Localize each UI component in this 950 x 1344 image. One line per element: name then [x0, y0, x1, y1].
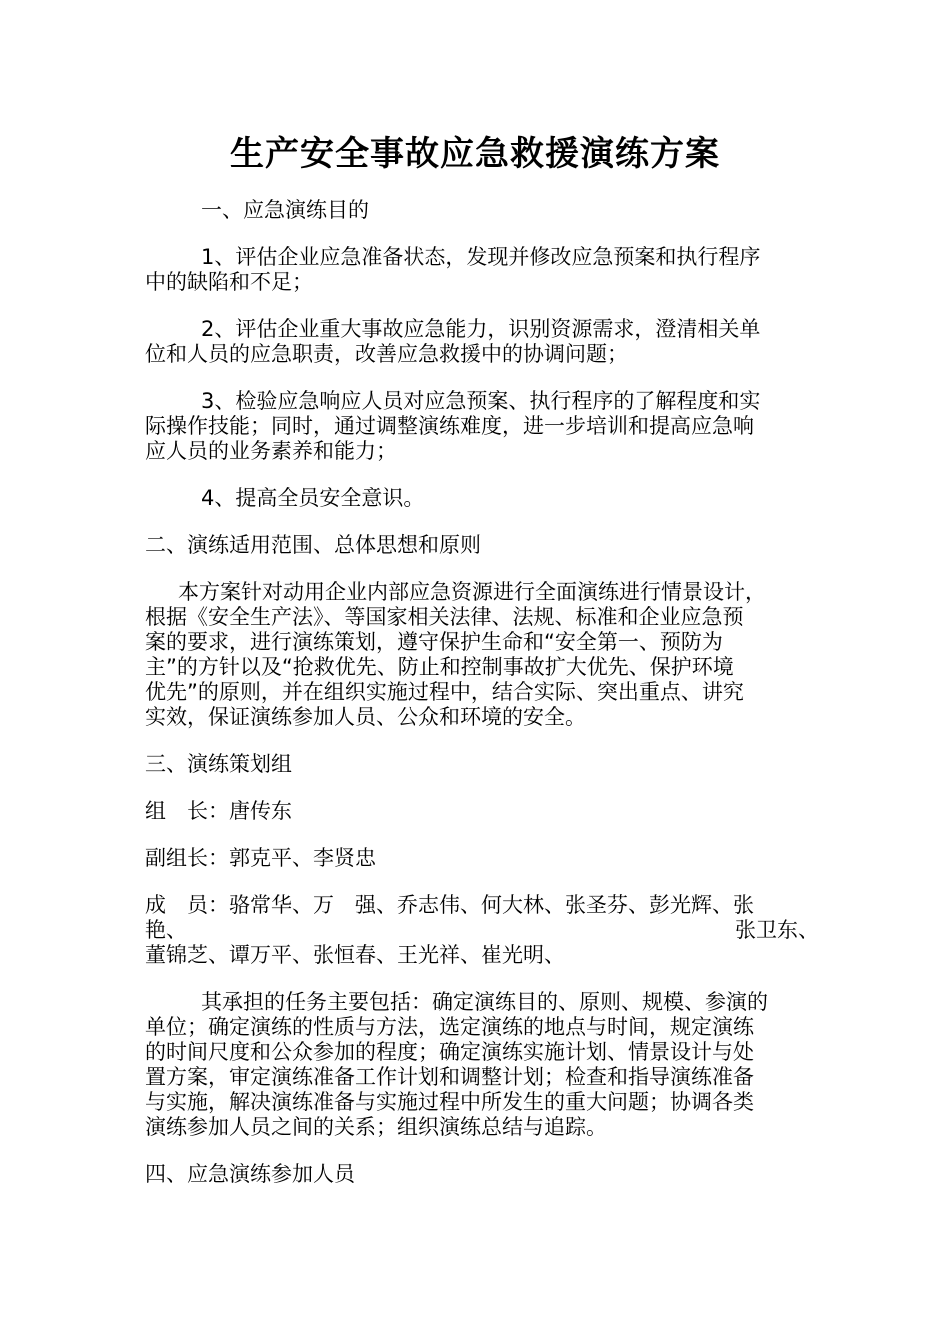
members-line: 艳、: [145, 918, 187, 942]
members-line: 成 员：骆常华、万 强、乔志伟、何大林、张圣芬、彭光辉、张: [145, 893, 754, 917]
document-title: 生产安全事故应急救援演练方案: [230, 134, 720, 174]
paragraph-line: 3、检验应急响应人员对应急预案、执行程序的了解程度和实: [201, 389, 761, 413]
paragraph-line: 其承担的任务主要包括：确定演练目的、原则、规模、参演的: [201, 990, 768, 1014]
paragraph-line: 位和人员的应急职责，改善应急救援中的协调问题；: [145, 342, 628, 366]
section-3-heading: 三、演练策划组: [145, 752, 292, 776]
paragraph-line: 际操作技能；同时，通过调整演练难度，进一步培训和提高应急响: [145, 414, 754, 438]
paragraph-line: 主”的方针以及“抢救优先、防止和控制事故扩大优先、保护环境: [145, 655, 734, 679]
paragraph-line: 1、评估企业应急准备状态，发现并修改应急预案和执行程序: [201, 245, 761, 269]
paragraph-line: 中的缺陷和不足；: [145, 270, 313, 294]
members-line: 董锦芝、谭万平、张恒春、王光祥、崔光明、: [145, 943, 565, 967]
paragraph-line: 置方案，审定演练准备工作计划和调整计划；检查和指导演练准备: [145, 1065, 754, 1089]
paragraph-line: 根据《安全生产法》、等国家相关法律、法规、标准和企业应急预: [145, 605, 744, 629]
deputy-line: 副组长：郭克平、李贤忠: [145, 846, 376, 870]
leader-line: 组 长：唐传东: [145, 799, 292, 823]
paragraph-line: 单位；确定演练的性质与方法，选定演练的地点与时间，规定演练: [145, 1015, 754, 1039]
paragraph-line: 案的要求，进行演练策划，遵守保护生命和“安全第一、预防为: [145, 630, 723, 654]
section-4-heading: 四、应急演练参加人员: [145, 1162, 355, 1186]
paragraph-line: 实效，保证演练参加人员、公众和环境的安全。: [145, 705, 586, 729]
paragraph-line: 的时间尺度和公众参加的程度；确定演练实施计划、情景设计与处: [145, 1040, 754, 1064]
paragraph-line: 本方案针对动用企业内部应急资源进行全面演练进行情景设计，: [178, 580, 766, 604]
section-1-heading: 一、应急演练目的: [201, 198, 369, 222]
paragraph-line: 演练参加人员之间的关系；组织演练总结与追踪。: [145, 1115, 607, 1139]
paragraph-line: 2、评估企业重大事故应急能力，识别资源需求，澄清相关单: [201, 317, 761, 341]
paragraph-line: 与实施，解决演练准备与实施过程中所发生的重大问题；协调各类: [145, 1090, 754, 1114]
members-line: 张卫东、: [735, 918, 819, 942]
section-2-heading: 二、演练适用范围、总体思想和原则: [145, 533, 481, 557]
paragraph-line: 4、提高全员安全意识。: [201, 486, 425, 510]
paragraph-line: 应人员的业务素养和能力；: [145, 439, 397, 463]
paragraph-line: 优先”的原则，并在组织实施过程中，结合实际、突出重点、讲究: [145, 680, 744, 704]
